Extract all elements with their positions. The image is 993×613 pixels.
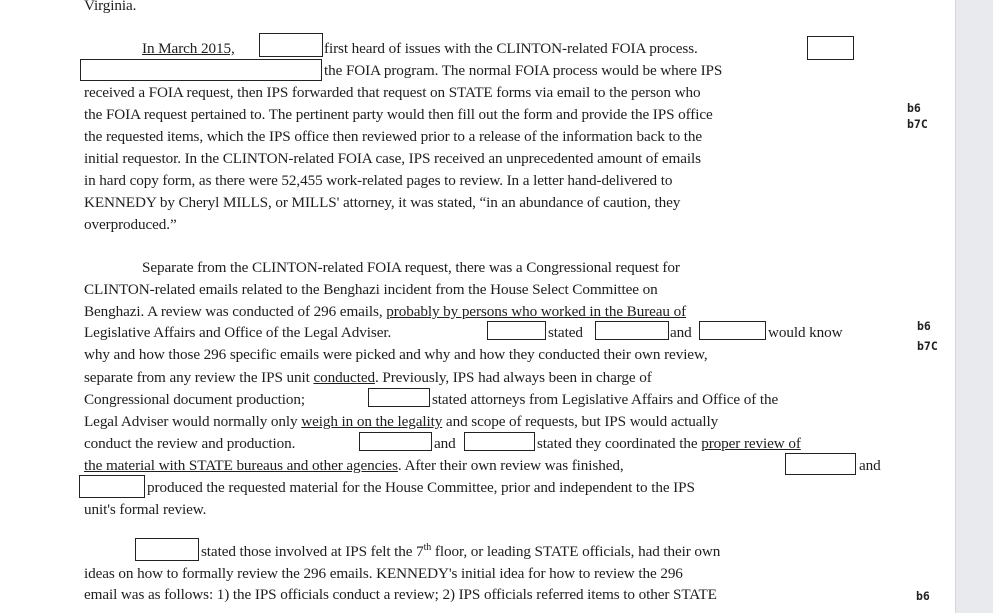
text-span: separate from any review the IPS unit [84,369,314,386]
redaction-box [79,475,145,498]
redaction-box [359,432,432,451]
text-line: Congressional document production; [84,391,306,408]
text-span: and scope of requests, but IPS would actually [442,413,719,430]
text-span: Legal Adviser would normally only [84,413,302,430]
text-line: initial requestor. In the CLINTON-related FOIA case, IPS received an unprecedented amount of emails [84,150,701,167]
text-line: in hard copy form, as there were 52,455 work-related pages to review. In a letter hand-delivered to [84,172,673,189]
text-line [84,456,624,476]
text-span: stated they coordinated the [537,435,702,452]
redaction-box [595,321,669,340]
redaction-box [807,36,854,60]
scrollbar-gutter[interactable] [955,0,993,613]
redaction-box [368,388,430,407]
text-line: the requested items, which the IPS office then reviewed prior to a release of the information back to the [84,128,703,145]
text-line: and [434,435,456,452]
text-line: produced the requested material for the House Committee, prior and independent to the IPS [147,479,695,496]
exemption-code: b6 [916,589,930,603]
exemption-code: b6 [917,319,931,333]
text-span: probably by persons who worked in the Bureau of [386,303,687,320]
text-line: overproduced.” [84,216,177,233]
redaction-box [487,321,546,340]
text-span: conducted [313,369,375,386]
text-line: why and how those 296 specific emails were picked and why and how they conducted their own review, [84,346,708,363]
redaction-box [259,33,323,57]
exemption-code: b7C [907,117,928,131]
text-line: first heard of issues with the CLINTON-related FOIA process. [324,40,698,57]
text-span: proper review of [701,435,801,452]
text-line: conduct the review and production. [84,435,296,452]
exemption-code: b7C [917,339,938,353]
text-line: CLINTON-related emails related to the Benghazi incident from the House Select Committee on [84,281,658,298]
text-line: stated attorneys from Legislative Affairs and Office of the [432,391,779,408]
redaction-box [464,432,535,451]
text-span: . After their own review was finished, [397,457,624,474]
superscript: th [423,541,432,553]
text-line: Virginia. [84,0,137,14]
text-line: Legislative Affairs and Office of the Legal Adviser. [84,324,392,341]
text-line: unit's formal review. [84,501,207,518]
redaction-box [699,321,766,340]
text-line: Separate from the CLINTON-related FOIA request, there was a Congressional request for [142,259,680,276]
text-span: In March 2015, [142,40,235,57]
text-span: weigh in on the legality [301,413,443,430]
text-line: would know [768,324,843,341]
text-line: the FOIA program. The normal FOIA process would be where IPS [324,62,723,79]
text-line [84,368,652,388]
text-line [537,434,801,454]
text-span: the material with STATE bureaus and other agencies [84,457,398,474]
text-line: and [670,324,692,341]
text-line: the FOIA request pertained to. The pertinent party would then fill out the form and provide the IPS office [84,106,713,123]
redaction-box [80,59,322,81]
text-line: stated [548,324,583,341]
exemption-code: b6 [907,101,921,115]
text-line: received a FOIA request, then IPS forwarded that request on STATE forms via email to the person who [84,84,701,101]
text-line [84,412,718,432]
redaction-box [785,453,856,475]
text-line [142,39,235,59]
text-line: KENNEDY by Cheryl MILLS, or MILLS' attorney, it was stated, “in an abundance of caution, they [84,194,681,211]
text-span: Benghazi. A review was conducted of 296 emails, [84,303,387,320]
text-span: floor, or leading STATE officials, had their own [431,543,721,560]
text-line: ideas on how to formally review the 296 emails. KENNEDY's initial idea for how to review the 296 [84,565,683,582]
redaction-box [135,538,199,561]
text-line [84,302,686,322]
text-line: email was as follows: 1) the IPS officials conduct a review; 2) IPS officials referred items to other STATE [84,586,717,603]
text-line [201,542,720,562]
text-span: . Previously, IPS had always been in charge of [374,369,652,386]
text-line: and [859,457,881,474]
text-span: stated those involved at IPS felt the 7 [201,543,424,560]
